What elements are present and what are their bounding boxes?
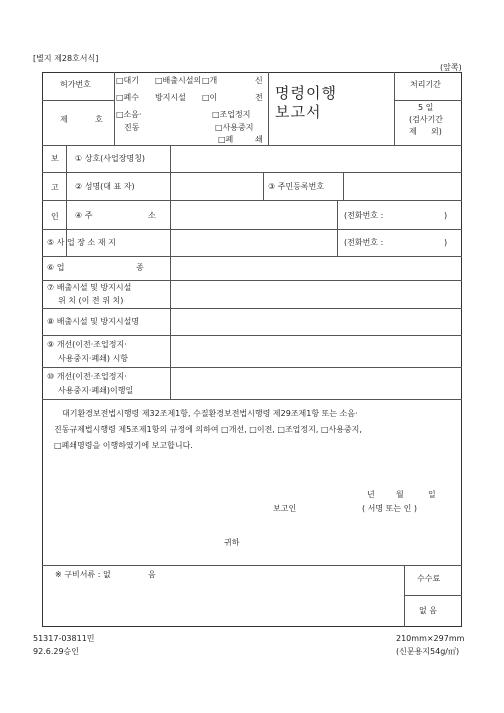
statement-line-1: 대기환경보전법시행령 제32조제1항, 수질환경보전법시행령 제29조제1항 또는 소음· [62,409,358,418]
reporter-side-2: 고 [51,183,59,192]
permit-number-label: 허가번호 [60,80,91,89]
sign-or-seal: ( 서명 또는 인 ) [362,504,418,513]
address-label: ④ 주 [75,211,93,220]
paper-size: 210mm×297mm [396,634,465,643]
checkbox-closure-2: 쇄 [255,135,263,144]
required-documents: ※ 구비서류 : 없 [55,570,111,579]
form-title-line1: 명령이행 [275,84,337,102]
reporter-side-1: 보 [51,154,59,163]
improvement-label-2: 사용중지·폐쇄) 시항 [58,354,129,363]
page-side: (앞쪽) [440,63,462,72]
checkbox-wastewater[interactable]: □폐수 [116,93,140,102]
form-title-line2: 보고서 [275,103,322,121]
permit-ho: 호 [95,115,103,124]
processing-period-note2: 제 [409,127,417,136]
form-id: [별지 제28호서식] [33,54,99,63]
processing-period-label: 처리기간 [410,80,441,89]
checkbox-emission-facility[interactable]: □배출시설의 [155,76,202,85]
facility-name-label: ⑧ 배출시설 및 방지시설명 [47,317,140,326]
checkbox-operation-halt[interactable]: □조업정지 [212,110,251,119]
paper-type: (신문용지54g/㎡) [396,647,460,656]
site-phone-label: (전화번호 : [344,238,384,247]
date-day: 일 [428,490,436,499]
phone-label: (전화번호 : [344,211,384,220]
date-year: 년 [367,490,375,499]
approval-date: 92.6.29승인 [33,647,79,656]
checkbox-relocate-2: 전 [255,93,263,102]
address-label-2: 소 [148,211,156,220]
facility-location-label-2: 위 치 (이 전 위 치) [58,296,124,305]
fee-value: 없 음 [419,606,437,615]
performance-label-2: 사용중지·폐쇄)이행일 [58,386,134,395]
industry-label-2: 종 [136,263,144,272]
fee-label: 수수료 [417,574,441,583]
checkbox-closure[interactable]: □폐 [218,135,234,144]
industry-label: ⑥ 업 [47,263,65,272]
business-name-label: ① 상호(사업장명칭) [75,154,146,163]
statement-line-3: □폐쇄명령을 이행하였기에 보고합니다. [54,441,193,450]
processing-period-note3: 외) [431,127,442,136]
required-documents-2: 음 [148,570,156,579]
checkbox-air[interactable]: □대기 [116,76,140,85]
reporter-sign-label: 보고인 [273,504,297,513]
checkbox-noise[interactable]: □소음· [116,110,142,119]
statement-line-2: 진동규제법시행령 제5조제1항의 규정에 의하여 □개선, □이전, □조업정지, □사용중지, [54,425,362,434]
facility-location-label-1: ⑦ 배출시설 및 방지시설 [47,283,132,292]
site-location-label: ⑤ 사 업 장 소 재 지 [47,238,116,247]
processing-period-note1: (검사기간 [409,115,444,124]
addressee-honorific: 귀하 [224,538,240,547]
phone-close: ) [444,211,448,220]
checkbox-use-stop[interactable]: □사용중지 [215,123,254,132]
checkbox-renew-2: 신 [255,76,263,85]
representative-label: ② 성명(대 표 자) [75,182,135,191]
reporter-side-3: 인 [51,212,59,221]
processing-period-value: 5 일 [418,103,434,112]
resident-number-label: ③ 주민등록번호 [268,182,325,191]
checkbox-renew[interactable]: □개 [202,76,218,85]
improvement-label-1: ⑨ 개선(이전·조업정지· [47,340,127,349]
permit-je: 제 [60,115,68,124]
performance-label-1: ⑩ 개선(이전·조업정지· [47,372,127,381]
form-code: 51317-03811민 [33,634,95,643]
date-month: 월 [396,490,404,499]
checkbox-vibration: 진동 [124,123,140,132]
checkbox-relocate[interactable]: □이 [202,93,218,102]
site-phone-close: ) [444,238,448,247]
prevention-facility-label: 방지시설 [155,93,186,102]
